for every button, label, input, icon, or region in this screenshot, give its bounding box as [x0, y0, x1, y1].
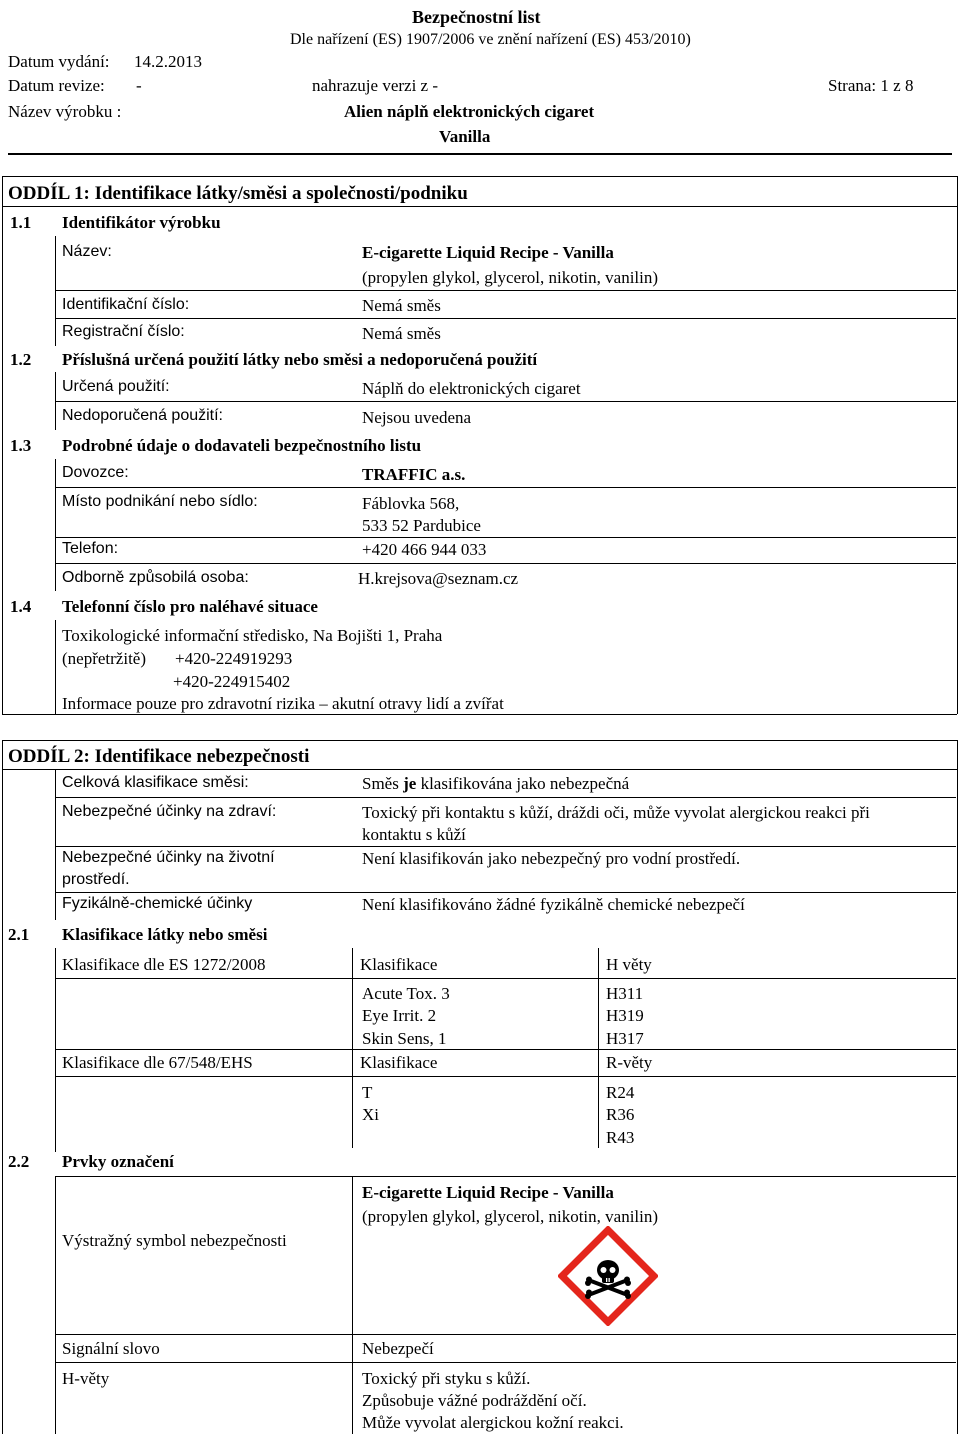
phone-value: +420 466 944 033: [362, 540, 487, 559]
dsd-class-header: Klasifikace: [360, 1053, 438, 1072]
revision-date: -: [136, 76, 142, 95]
s13-row-divider: [56, 537, 956, 538]
id-number-label: Identifikační číslo:: [62, 296, 190, 313]
phone-label: Telefon:: [62, 540, 119, 557]
intended-use-label: Určená použití:: [62, 378, 170, 395]
section1-bottom-border: [2, 714, 957, 715]
label-composition: (propylen glykol, glycerol, nikotin, vanilin): [362, 1207, 659, 1226]
responsible-person-email: H.krejsova@seznam.cz: [358, 569, 519, 588]
s13-indent-rule: [55, 459, 56, 591]
s13-row-divider: [56, 487, 956, 488]
reg-number-value: Nemá směs: [362, 324, 441, 343]
s11-row-divider: [56, 290, 956, 291]
product-label: Název výrobku :: [8, 102, 122, 121]
s13-row-divider: [56, 563, 956, 564]
address-line2: 533 52 Pardubice: [362, 516, 481, 535]
environment-effects-label-1: Nebezpečné účinky na životní: [62, 849, 275, 866]
overall-classification-value: Směs je klasifikována jako nebezpečná: [362, 774, 630, 793]
emergency-continuous-label: (nepřetržitě): [62, 649, 146, 668]
section1-title: ODDÍL 1: Identifikace látky/směsi a společnosti/podniku: [8, 183, 468, 204]
address-label: Místo podnikání nebo sídlo:: [62, 493, 258, 510]
replaces-version: nahrazuje verzi z -: [312, 76, 438, 95]
environment-effects-label-2: prostředí.: [62, 871, 130, 888]
signal-word-label: Signální slovo: [62, 1339, 160, 1358]
s21-title: Klasifikace látky nebo směsi: [62, 925, 268, 944]
physchem-effects-value: Není klasifikováno žádné fyzikálně chemické nebezpečí: [362, 895, 745, 914]
s22-top-divider: [56, 1176, 956, 1177]
health-effects-line2: kontaktu s kůží: [362, 825, 466, 844]
s22-number: 2.2: [8, 1152, 30, 1171]
s14-indent-rule: [55, 620, 56, 714]
environment-effects-value: Není klasifikován jako nebezpečný pro vodní prostředí.: [362, 849, 741, 868]
pictogram-label: Výstražný symbol nebezpečnosti: [62, 1231, 287, 1250]
regulation-reference: Dle nařízení (ES) 1907/2006 ve znění nařízení (ES) 453/2010): [290, 31, 691, 48]
emergency-note: Informace pouze pro zdravotní rizika – akutní otravy lidí a zvířat: [62, 694, 504, 713]
address-line1: Fáblovka 568,: [362, 494, 460, 513]
dsd-top-divider: [56, 1049, 956, 1050]
composition: (propylen glykol, glycerol, nikotin, vanilin): [362, 268, 659, 287]
clp-header-divider: [56, 978, 956, 979]
s13-number: 1.3: [10, 436, 32, 455]
section1-title-divider: [2, 206, 957, 207]
product-name: Alien náplň elektronických cigaret: [344, 102, 595, 121]
s2-row-divider: [56, 892, 956, 893]
header-divider: [8, 153, 952, 155]
dsd-classification-label: Klasifikace dle 67/548/EHS: [62, 1053, 253, 1072]
s11-number: 1.1: [10, 213, 32, 232]
health-effects-line1: Toxický při kontaktu s kůží, dráždi oči, může vyvolat alergickou reakci při: [362, 803, 870, 822]
dsd-header-divider: [56, 1076, 956, 1077]
s2-row-divider: [56, 797, 956, 798]
section2-top-border: [2, 740, 957, 741]
reg-number-label: Registrační číslo:: [62, 323, 185, 340]
h-phrase: Může vyvolat alergickou kožní reakci.: [362, 1413, 624, 1432]
s12-number: 1.2: [10, 350, 32, 369]
emergency-phone-2: +420-224915402: [173, 672, 291, 691]
section1-right-border: [957, 176, 958, 714]
s2-indent-rule: [55, 770, 56, 920]
clp-h-row: H311: [606, 984, 644, 1003]
clp-h-row: H319: [606, 1006, 644, 1025]
section2-right-border: [957, 740, 958, 1434]
clp-class-row: Acute Tox. 3: [362, 984, 450, 1003]
label-product-name: E-cigarette Liquid Recipe - Vanilla: [362, 1183, 614, 1202]
clp-class-row: Skin Sens, 1: [362, 1029, 447, 1048]
s22-row-divider: [56, 1334, 956, 1335]
s14-number: 1.4: [10, 597, 32, 616]
dsd-r-header: R-věty: [606, 1053, 653, 1072]
section2-title: ODDÍL 2: Identifikace nebezpečnosti: [8, 746, 310, 767]
issue-date-label: Datum vydání:: [8, 52, 110, 71]
intended-use-value: Náplň do elektronických cigaret: [362, 379, 581, 398]
dsd-r-row: R24: [606, 1083, 635, 1102]
importer-label: Dovozce:: [62, 464, 129, 481]
overall-classification-label: Celková klasifikace směsi:: [62, 774, 249, 791]
dsd-r-row: R36: [606, 1105, 635, 1124]
h-phrase: Toxický při styku s kůží.: [362, 1369, 531, 1388]
name-label: Název:: [62, 243, 112, 260]
s11-indent-rule: [55, 236, 56, 346]
page-number: Strana: 1 z 8: [828, 76, 914, 95]
s21-number: 2.1: [8, 925, 30, 944]
s11-title: Identifikátor výrobku: [62, 213, 221, 232]
physchem-effects-label: Fyzikálně-chemické účinky: [62, 895, 253, 912]
issue-date: 14.2.2013: [134, 52, 202, 71]
s22-row-divider: [56, 1362, 956, 1363]
health-effects-label: Nebezpečné účinky na zdraví:: [62, 803, 277, 820]
id-number-value: Nemá směs: [362, 296, 441, 315]
doc-title: Bezpečnostní list: [412, 7, 541, 27]
s12-title: Příslušná určená použití látky nebo směsi a nedoporučená použití: [62, 350, 538, 369]
non-recommended-use-label: Nedoporučená použití:: [62, 407, 223, 424]
section1-top-border: [2, 176, 957, 177]
section2-title-divider: [2, 769, 957, 770]
revision-date-label: Datum revize:: [8, 76, 105, 95]
clp-classification-label: Klasifikace dle ES 1272/2008: [62, 955, 266, 974]
clp-h-row: H317: [606, 1029, 644, 1048]
s12-row-divider: [56, 401, 956, 402]
clp-class-header: Klasifikace: [360, 955, 438, 974]
dsd-class-row: Xi: [362, 1105, 379, 1124]
importer-value: TRAFFIC a.s.: [362, 465, 466, 484]
skull-crossbones-pictogram-icon: [558, 1226, 658, 1326]
emergency-centre: Toxikologické informační středisko, Na Bojišti 1, Praha: [62, 626, 443, 645]
emergency-phone-1: +420-224919293: [175, 649, 293, 668]
h-phrases-label: H-věty: [62, 1369, 110, 1388]
classification-column-rule: [352, 948, 353, 1148]
name-value: E-cigarette Liquid Recipe - Vanilla: [362, 243, 614, 262]
dsd-class-row: T: [362, 1083, 373, 1102]
non-recommended-use-value: Nejsou uvedena: [362, 408, 472, 427]
clp-class-row: Eye Irrit. 2: [362, 1006, 437, 1025]
s13-title: Podrobné údaje o dodavateli bezpečnostního listu: [62, 436, 422, 455]
product-variant: Vanilla: [439, 127, 491, 146]
clp-h-header: H věty: [606, 955, 652, 974]
s22-title: Prvky označení: [62, 1152, 174, 1171]
s22-column-rule: [352, 1176, 353, 1434]
h-phrase: Způsobuje vážné podráždění očí.: [362, 1391, 587, 1410]
responsible-person-label: Odborně způsobilá osoba:: [62, 569, 249, 586]
dsd-r-row: R43: [606, 1128, 635, 1147]
s11-row-divider: [56, 318, 956, 319]
classification-column-rule: [598, 948, 599, 1148]
s14-title: Telefonní číslo pro naléhavé situace: [62, 597, 318, 616]
s2-row-divider: [56, 846, 956, 847]
section2-left-border: [2, 740, 3, 1434]
section1-left-border: [2, 176, 3, 714]
s22-indent-rule: [55, 1176, 56, 1434]
signal-word-value: Nebezpečí: [362, 1339, 434, 1358]
